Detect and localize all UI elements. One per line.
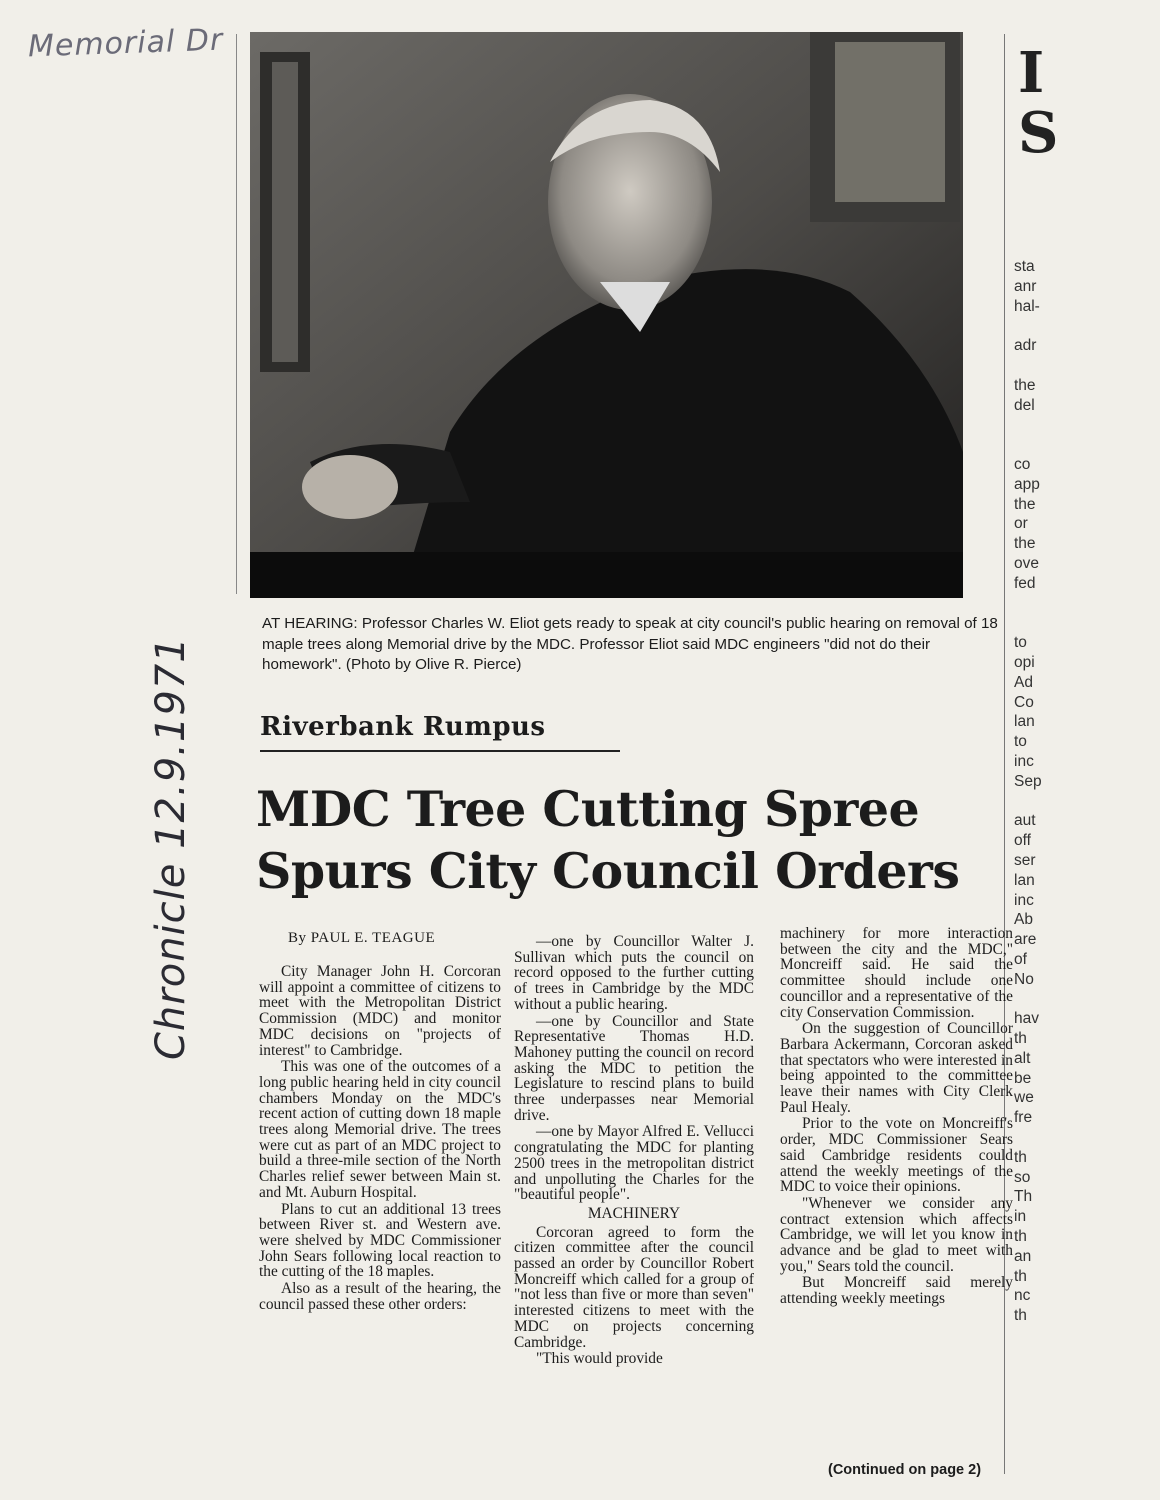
article-column-2: [514, 934, 754, 1368]
fragment-line: adr: [1014, 337, 1037, 355]
fragment-line: [1014, 595, 1074, 615]
fragment-line: th: [1014, 1307, 1027, 1325]
fragment-line: be: [1014, 1069, 1032, 1087]
headline: [256, 778, 1016, 902]
paragraph: On the suggestion of Councillor Barbara Ackermann, Corcoran asked that spectators who were interested in being appointed to the committee leave their names with City Clerk Paul Healy.: [780, 1020, 1013, 1116]
fragment-line: [1014, 317, 1074, 337]
fragment-line: opi: [1014, 653, 1035, 671]
news-photo: [250, 32, 963, 598]
fragment-line: an: [1014, 1247, 1032, 1265]
fragment-line: lan: [1014, 871, 1035, 889]
fragment-line: ser: [1014, 851, 1036, 869]
fragment-line: we: [1014, 1089, 1034, 1107]
fragment-line: off: [1014, 832, 1031, 850]
fragment-line: co: [1014, 455, 1031, 473]
fragment-line: hav: [1014, 1010, 1039, 1028]
paragraph: Plans to cut an additional 13 trees between River st. and Western ave. were shelved by MDC Commissioner John Sears following local reaction to the cutting of the 18 maples.: [259, 1200, 501, 1281]
fragment-line: lan: [1014, 713, 1035, 731]
fragment-line: del: [1014, 396, 1035, 414]
continued-on-page-2: (Continued on page 2): [828, 1462, 982, 1478]
fragment-line: alt: [1014, 1049, 1031, 1067]
kicker-underline: [260, 750, 620, 752]
headline-line-2: Spurs City Council Orders: [256, 842, 960, 900]
fragment-line: ove: [1014, 554, 1039, 572]
fragment-line: [1014, 1129, 1074, 1149]
fragment-line: app: [1014, 475, 1040, 493]
paragraph: —one by Councillor Walter J. Sullivan which puts the council on record opposed to the further cutting of trees in Cambridge by the MDC without a public hearing.: [514, 933, 754, 1013]
paragraph: But Moncreiff said merely attending weekly meetings: [780, 1274, 1013, 1308]
article-column-3: [780, 926, 1013, 1308]
fragment-line: [1014, 357, 1074, 377]
fragment-line: or: [1014, 515, 1028, 533]
fragment-line: th: [1014, 1148, 1027, 1166]
fragment-line: [1014, 436, 1074, 456]
fragment-line: aut: [1014, 812, 1036, 830]
photo-caption: AT HEARING: Professor Charles W. Eliot gets ready to speak at city council's public hearing on removal of 18 maple trees along Memorial drive by the MDC. Professor Eliot said MDC engineers "did not do their homework". (Photo by Olive R. Pierce): [262, 615, 998, 673]
article-column-1: [259, 964, 501, 1313]
handwritten-source-date: Chronicle 12.9.1971: [148, 636, 194, 1060]
adjacent-headline-fragment: I: [1018, 40, 1045, 106]
fragment-line: [1014, 614, 1074, 634]
adjacent-headline-fragment: S: [1018, 100, 1059, 166]
paragraph: Prior to the vote on Moncreiff's order, MDC Commissioner Sears said Cambridge residents could attend the weekly meetings of the MDC to voice their opinions.: [780, 1115, 1013, 1196]
adjacent-article-fragments: [1014, 258, 1074, 1327]
paragraph: Corcoran agreed to form the citizen committee after the council passed an order by Councillor Robert Moncreiff which called for a group of "not less than five or more than seven" interested citizens to meet with the MDC on projects concerning Cambridge.: [514, 1223, 754, 1351]
paragraph: —one by Councillor and State Representative Thomas H.D. Mahoney putting the council on record asking the MDC to petition the Legislature to rescind plans to build three underpasses near Memorial drive.: [514, 1012, 754, 1124]
fragment-line: fed: [1014, 574, 1036, 592]
fragment-line: No: [1014, 970, 1034, 988]
fragment-line: Co: [1014, 693, 1034, 711]
fragment-line: Sep: [1014, 772, 1042, 790]
kicker-heading: Riverbank Rumpus: [260, 712, 546, 742]
fragment-line: in: [1014, 1208, 1027, 1226]
subhead-machinery: MACHINERY: [587, 1204, 681, 1222]
fragment-line: inc: [1014, 891, 1034, 909]
paragraph: "Whenever we consider any contract extension which affects Cambridge, we will let you know in advance and be glad to meet with you," Sears told the council.: [780, 1194, 1013, 1275]
fragment-line: Th: [1014, 1188, 1033, 1206]
fragment-line: the: [1014, 535, 1036, 553]
headline-line-1: MDC Tree Cutting Spree: [256, 780, 920, 838]
fragment-line: [1014, 990, 1074, 1010]
fragment-line: nc: [1014, 1287, 1031, 1305]
handwritten-note-memorial-dr: Memorial Dr: [27, 22, 224, 65]
fragment-line: Ad: [1014, 673, 1033, 691]
fragment-line: th: [1014, 1267, 1027, 1285]
fragment-line: are: [1014, 931, 1037, 949]
left-column-rule: [236, 34, 237, 594]
fragment-line: Ab: [1014, 911, 1033, 929]
fragment-line: to: [1014, 733, 1027, 751]
byline: By PAUL E. TEAGUE: [288, 930, 436, 946]
fragment-line: so: [1014, 1168, 1031, 1186]
fragment-line: the: [1014, 376, 1036, 394]
fragment-line: anr: [1014, 277, 1037, 295]
fragment-line: fre: [1014, 1109, 1033, 1127]
paragraph: machinery for more interaction between the city and the MDC," Moncreiff said. He said the committee should include one councillor and a representative of the city Conservation Commission.: [780, 925, 1013, 1021]
paragraph: "This would provide: [536, 1350, 663, 1368]
fragment-line: of: [1014, 950, 1027, 968]
fragment-line: sta: [1014, 258, 1035, 275]
fragment-line: hal-: [1014, 297, 1040, 315]
fragment-line: [1014, 793, 1074, 813]
paragraph: —one by Mayor Alfred E. Vellucci congratulating the MDC for planting 2500 trees in the metropolitan district and unpolluting the Charles for the "beautiful people".: [514, 1123, 754, 1204]
fragment-line: th: [1014, 1228, 1027, 1246]
fragment-line: the: [1014, 495, 1036, 513]
photo-portrait-icon: [250, 32, 963, 598]
paragraph: This was one of the outcomes of a long public hearing held in city council chambers Monday on the MDC's recent action of cutting down 18 maple trees along Memorial drive. The trees were cut as part of an MDC project to build a three-mile section of the North Charles relief sewer between Main st. and Mt. Auburn Hospital.: [259, 1058, 501, 1201]
paragraph: Also as a result of the hearing, the council passed these other orders:: [259, 1280, 501, 1313]
fragment-line: [1014, 416, 1074, 436]
fragment-line: th: [1014, 1030, 1027, 1048]
paragraph: City Manager John H. Corcoran will appoint a committee of citizens to meet with the Metropolitan District Commission (MDC) and monitor MDC decisions on "projects of interest" to Cambridge.: [259, 963, 501, 1059]
fragment-line: to: [1014, 634, 1027, 652]
fragment-line: inc: [1014, 752, 1034, 770]
